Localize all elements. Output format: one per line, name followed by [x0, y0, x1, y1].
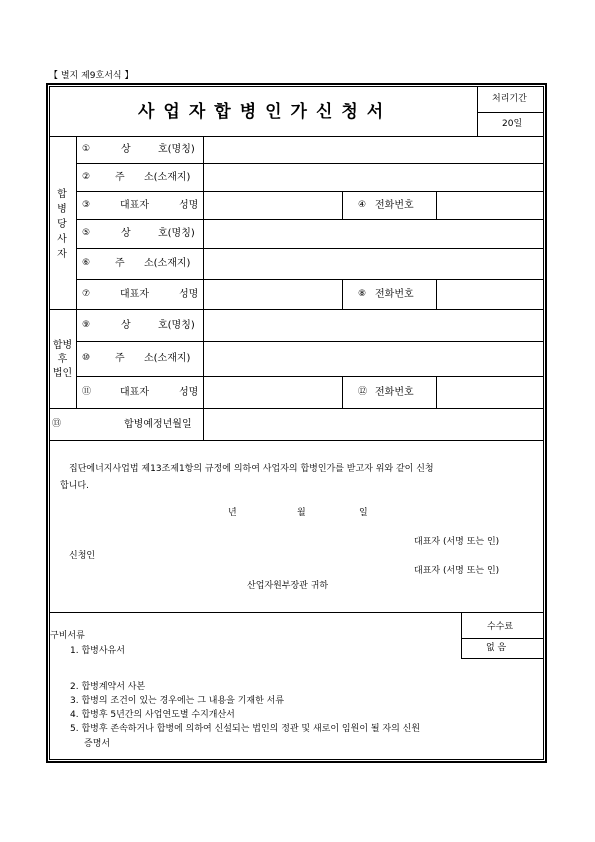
phone-field[interactable]	[438, 193, 542, 218]
company-name-field[interactable]	[205, 221, 542, 247]
row-number: ⑥	[82, 258, 91, 268]
row-number: ⑩	[82, 353, 91, 363]
processing-period-value: 20일	[502, 119, 523, 129]
field-label: 주	[115, 258, 125, 269]
document-item: 2. 합병계약서 사본	[70, 682, 146, 692]
field-label: 성명	[179, 387, 199, 398]
fee-value: 없 음	[486, 643, 507, 653]
field-label: 주	[115, 353, 125, 364]
field-label: 호(명칭)	[158, 228, 195, 239]
document-item: 5. 합병후 존속하거나 합병에 의하여 신설되는 법인의 정관 및 새로이 임원이 될 자의 신원	[70, 724, 421, 734]
date-year-label: 년	[228, 508, 237, 518]
field-label: 대표자	[120, 387, 149, 398]
address-field[interactable]	[205, 250, 542, 278]
field-label: 전화번호	[375, 200, 414, 211]
field-label: 전화번호	[375, 387, 414, 398]
statement-text: 합니다.	[60, 481, 89, 491]
field-label: 상	[121, 228, 131, 239]
field-label: 성명	[179, 289, 199, 300]
document-item: 증명서	[84, 739, 111, 749]
field-label: 소(소재지)	[144, 353, 191, 364]
field-label: 합병예정년월일	[124, 419, 192, 430]
addressee: 산업자원부장관 귀하	[247, 581, 329, 591]
applicant-label: 신청인	[69, 551, 96, 561]
date-day-label: 일	[359, 508, 368, 518]
date-month-label: 월	[297, 508, 306, 518]
row-number: ⑨	[82, 320, 91, 330]
representative-name-field[interactable]	[205, 193, 340, 218]
field-label: 소(소재지)	[144, 258, 191, 269]
field-label: 상	[121, 144, 131, 155]
row-number: ⑬	[52, 419, 62, 429]
address-field[interactable]	[205, 165, 542, 190]
company-name-field[interactable]	[205, 138, 542, 162]
form-number-tag: 【 별지 제9호서식 】	[49, 71, 134, 81]
representative-name-field[interactable]	[205, 281, 340, 308]
statement-text: 집단에너지사업법 제13조제1항의 규정에 의하여 사업자의 합병인가를 받고자 위와 같이 신청	[69, 464, 434, 474]
document-item: 1. 합병사유서	[70, 646, 125, 656]
representative-signature-1: 대표자 (서명 또는 인)	[414, 537, 500, 547]
document-item: 4. 합병후 5년간의 사업연도별 수지개산서	[70, 710, 235, 720]
phone-field[interactable]	[438, 281, 542, 308]
form-title: 사업자합병인가신청서	[138, 102, 393, 122]
required-documents-heading: 구비서류	[50, 631, 85, 641]
field-label: 성명	[179, 200, 199, 211]
field-label: 주	[115, 172, 125, 183]
row-number: ⑧	[358, 289, 367, 299]
phone-field[interactable]	[438, 378, 542, 407]
field-label: 소(소재지)	[144, 172, 191, 183]
row-number: ⑦	[82, 289, 91, 299]
group-label-post-merger-corp: 합병 후 법인	[52, 340, 73, 379]
address-field[interactable]	[205, 343, 542, 375]
field-label: 대표자	[120, 289, 149, 300]
representative-signature-2: 대표자 (서명 또는 인)	[414, 566, 500, 576]
field-label: 호(명칭)	[158, 320, 195, 331]
row-number: ④	[358, 200, 367, 210]
field-label: 전화번호	[375, 289, 414, 300]
row-number: ③	[82, 200, 91, 210]
field-label: 대표자	[120, 200, 149, 211]
row-number: ①	[82, 144, 91, 154]
merger-date-field[interactable]	[205, 410, 542, 439]
field-label: 상	[121, 320, 131, 331]
row-number: ②	[82, 172, 91, 182]
field-label: 호(명칭)	[158, 144, 195, 155]
row-number: ⑪	[82, 387, 92, 397]
fee-label: 수수료	[487, 622, 514, 632]
row-number: ⑤	[82, 228, 91, 238]
document-item: 3. 합병의 조건이 있는 경우에는 그 내용을 기재한 서류	[70, 696, 285, 706]
processing-period-label: 처리기간	[492, 94, 527, 104]
row-number: ⑫	[358, 387, 368, 397]
group-label-merging-parties: 합 병 당 사 자	[57, 189, 67, 260]
representative-name-field[interactable]	[205, 378, 340, 407]
company-name-field[interactable]	[205, 311, 542, 340]
